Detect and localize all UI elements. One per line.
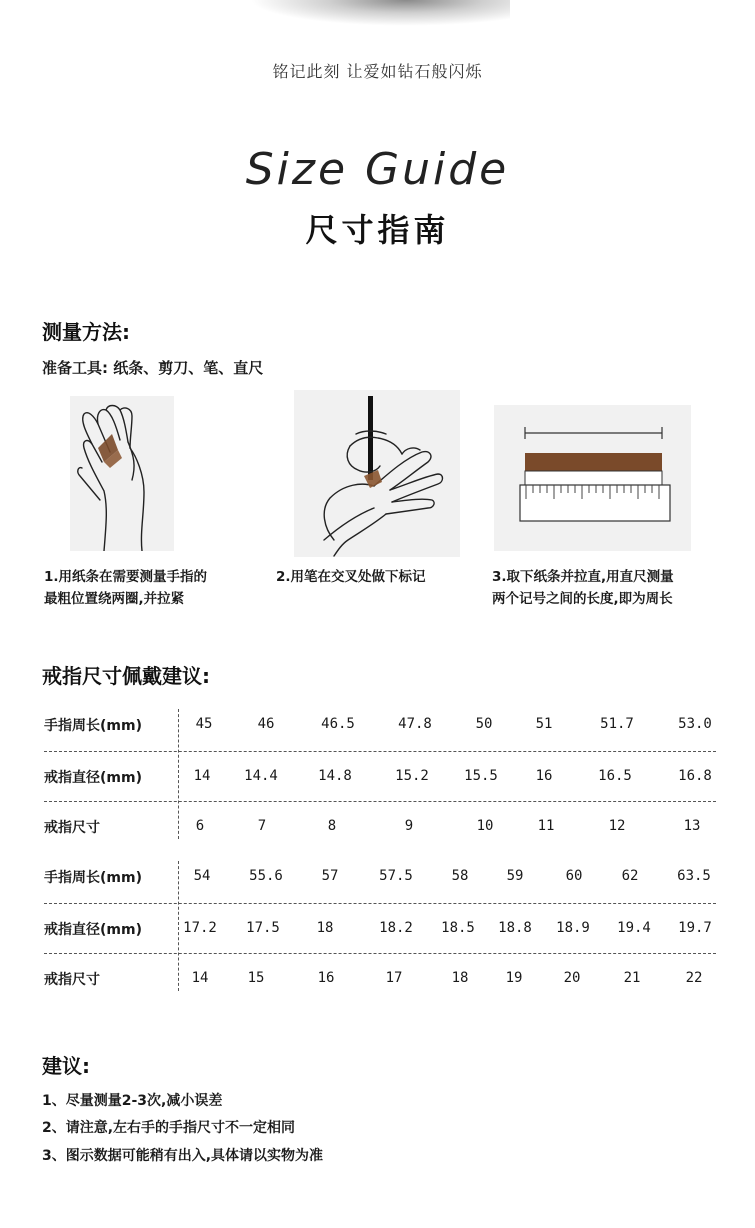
- table-cell: 15: [247, 970, 265, 986]
- table-cell: 14.8: [318, 768, 352, 784]
- table-cell: 62: [621, 868, 639, 884]
- step-2: [276, 566, 426, 588]
- advice-heading: 建议:: [42, 1054, 90, 1078]
- table-cell: 21: [623, 970, 641, 986]
- table-row-divider: [44, 801, 716, 802]
- table-row: [44, 861, 724, 895]
- table-cell: 51.7: [600, 716, 634, 732]
- step-2-line1: 2.用笔在交叉处做下标记: [276, 569, 426, 585]
- size-table-heading: 戒指尺寸佩戴建议:: [42, 664, 210, 688]
- method-heading: 测量方法:: [42, 320, 130, 344]
- table-cell: 59: [506, 868, 524, 884]
- table-cell: 63.5: [677, 868, 711, 884]
- row-label: 手指周长(mm): [44, 870, 142, 886]
- table-cell: 57.5: [379, 868, 413, 884]
- table-cell: 18.8: [498, 920, 532, 936]
- table-cell: 58: [451, 868, 469, 884]
- row-label: 手指周长(mm): [44, 718, 142, 734]
- table-cell: 14: [193, 768, 211, 784]
- table-cell: 19.7: [678, 920, 712, 936]
- row-label: 戒指直径(mm): [44, 770, 142, 786]
- table-cell: 15.5: [464, 768, 498, 784]
- table-cell: 18.9: [556, 920, 590, 936]
- size-table: [44, 705, 724, 1005]
- step-3: [492, 566, 674, 610]
- table-cell: 14.4: [244, 768, 278, 784]
- advice-item: 1、尽量测量2-3次,减小误差: [42, 1093, 223, 1109]
- page-title-zh: 尺寸指南: [305, 211, 450, 249]
- step-3-line1: 3.取下纸条并拉直,用直尺测量: [492, 569, 674, 585]
- table-cell: 14: [191, 970, 209, 986]
- table-row-divider: [44, 953, 716, 954]
- pen-mark-illustration: [294, 390, 460, 557]
- table-cell: 16: [317, 970, 335, 986]
- advice-item: 3、图示数据可能稍有出入,具体请以实物为准: [42, 1148, 324, 1164]
- table-cell: 17.2: [183, 920, 217, 936]
- ruler-illustration: [494, 405, 691, 551]
- table-cell: 9: [404, 818, 414, 834]
- advice-item: 2、请注意,左右手的手指尺寸不一定相同: [42, 1120, 296, 1136]
- table-cell: 20: [563, 970, 581, 986]
- table-row: [44, 709, 724, 743]
- table-row: [44, 963, 724, 997]
- table-cell: 50: [475, 716, 493, 732]
- table-cell: 15.2: [395, 768, 429, 784]
- step-1-line1: 1.用纸条在需要测量手指的: [44, 569, 208, 585]
- table-cell: 45: [195, 716, 213, 732]
- table-cell: 54: [193, 868, 211, 884]
- page-title-en: Size Guide: [245, 144, 510, 195]
- row-label: 戒指直径(mm): [44, 922, 142, 938]
- table-cell: 18: [451, 970, 469, 986]
- row-label: 戒指尺寸: [44, 820, 100, 836]
- table-cell: 53.0: [678, 716, 712, 732]
- table-row: [44, 811, 724, 845]
- slogan: 铭记此刻 让爱如钻石般闪烁: [272, 62, 483, 81]
- table-cell: 16: [535, 768, 553, 784]
- table-cell: 7: [257, 818, 267, 834]
- step-3-line2: 两个记号之间的长度,即为周长: [492, 591, 673, 607]
- table-cell: 13: [683, 818, 701, 834]
- table-cell: 57: [321, 868, 339, 884]
- step-1: [44, 566, 207, 610]
- top-decoration: [250, 0, 510, 26]
- table-row: [44, 761, 724, 795]
- row-label: 戒指尺寸: [44, 972, 100, 988]
- table-cell: 17.5: [246, 920, 280, 936]
- table-row-divider: [44, 751, 716, 752]
- table-cell: 47.8: [398, 716, 432, 732]
- table-cell: 46.5: [321, 716, 355, 732]
- table-cell: 18.2: [379, 920, 413, 936]
- table-cell: 17: [385, 970, 403, 986]
- tools-text: 准备工具: 纸条、剪刀、笔、直尺: [42, 359, 264, 377]
- table-cell: 55.6: [249, 868, 283, 884]
- table-cell: 19: [505, 970, 523, 986]
- table-cell: 12: [608, 818, 626, 834]
- table-cell: 11: [537, 818, 555, 834]
- table-cell: 16.5: [598, 768, 632, 784]
- table-cell: 46: [257, 716, 275, 732]
- table-row-divider: [44, 903, 716, 904]
- table-cell: 18: [316, 920, 334, 936]
- table-cell: 16.8: [678, 768, 712, 784]
- table-cell: 22: [685, 970, 703, 986]
- table-cell: 51: [535, 716, 553, 732]
- table-cell: 6: [195, 818, 205, 834]
- table-row: [44, 913, 724, 947]
- hand-wrap-illustration: [70, 396, 174, 551]
- table-cell: 18.5: [441, 920, 475, 936]
- step-1-line2: 最粗位置绕两圈,并拉紧: [44, 591, 185, 607]
- table-cell: 8: [327, 818, 337, 834]
- table-cell: 60: [565, 868, 583, 884]
- table-cell: 10: [476, 818, 494, 834]
- table-cell: 19.4: [617, 920, 651, 936]
